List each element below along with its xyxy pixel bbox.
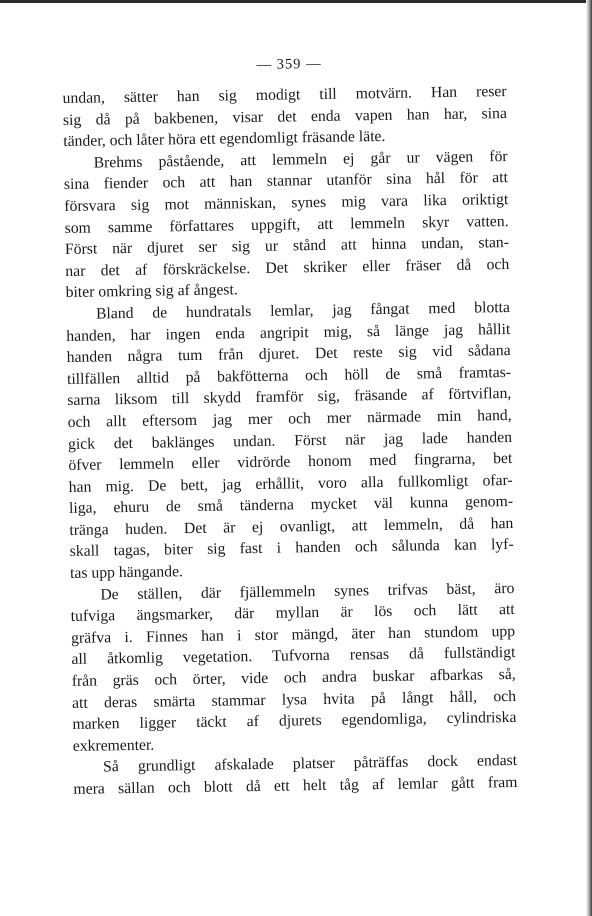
text-line: sig då på bakbenen, visar det enda vapen han har, sina — [62, 104, 508, 129]
text-line: De ställen, där fjällemmeln synes trifvas bäst, äro — [100, 579, 515, 604]
page-number: — 359 — — [256, 55, 322, 73]
text-line: tufviga ängsmarker, där myllan är lös och lätt att — [70, 601, 515, 626]
text-line: Först när djuret ser sig ur stånd att hinna undan, stan- — [64, 234, 510, 259]
body-text — [62, 81, 517, 800]
text-line: Brehms påstående, att lemmeln ej går ur vägen för — [93, 147, 508, 172]
text-line: skall tagas, biter sig fast i handen och sålunda kan lyf- — [69, 536, 514, 561]
text-line: sina fiender och att han stannar utanför sina hål för att — [63, 169, 509, 194]
text-line: Bland de hundratals lemlar, jag fångat med blotta — [95, 298, 511, 323]
text-line: handen, har ingen enda angripit mig, så länge jag hållit — [66, 320, 511, 345]
text-line: biter omkring sig af ångest. — [65, 281, 238, 302]
text-line: gick det baklänges undan. Först när jag lade handen — [67, 428, 513, 453]
scan-right-edge — [586, 0, 592, 916]
text-line: all åtkomlig vegetation. Tufvorna rensas då fullständigt — [71, 644, 516, 669]
text-line: att deras smärta stammar lysa hvita på långt håll, och — [71, 687, 517, 712]
text-line: öfver lemmeln eller vidrörde honom med fingrarna, bet — [68, 450, 513, 475]
text-line: Så grundligt afskalade platser påträffas dock endast — [102, 752, 518, 776]
text-line: han mig. De bett, jag erhållit, voro alla fullkomligt ofar- — [68, 471, 513, 496]
text-line: handen några tum från djuret. Det reste sig vid sådana — [66, 342, 511, 367]
text-line: gräfva i. Finnes han i stor mängd, äter han stundom upp — [70, 622, 516, 647]
text-line: försvara sig mot människan, synes mig vara lika oriktigt — [64, 190, 509, 215]
text-line: sarna liksom till skydd framför sig, fräsande af förtviflan, — [67, 385, 512, 410]
book-page — [62, 53, 518, 800]
text-line: som samme författares uppgift, att lemmeln skyr vatten. — [64, 212, 509, 237]
text-line: marken ligger täckt af djurets egendomliga, cylindriska — [72, 709, 517, 734]
text-line: tränga huden. Det är ej ovanligt, att lemmeln, då han — [69, 514, 514, 539]
text-line: tas upp hängande. — [69, 563, 184, 582]
text-line: liga, ehuru de små tänderna mycket väl kunna genom- — [68, 493, 514, 518]
text-line: nar det af förskräckelse. Det skriker eller fräser då och — [65, 255, 510, 280]
text-line: tänder, och låter höra ett egendomligt fräsande läte. — [63, 128, 386, 151]
text-line: och allt eftersom jag mer och mer närmade min hand, — [67, 406, 512, 431]
text-line: tillfällen alltid på bakfötterna och höll de små framtas- — [66, 363, 512, 388]
text-line: mera sällan och blott då ett helt tåg af lemlar gått fram — [73, 773, 518, 798]
text-line: undan, sätter han sig modigt till motvärn. Han reser — [62, 83, 507, 107]
scan-top-edge — [0, 0, 592, 3]
text-line: exkrementer. — [72, 736, 155, 755]
text-line: från gräs och örter, vide och andra buskar afbarkas så, — [71, 665, 516, 690]
